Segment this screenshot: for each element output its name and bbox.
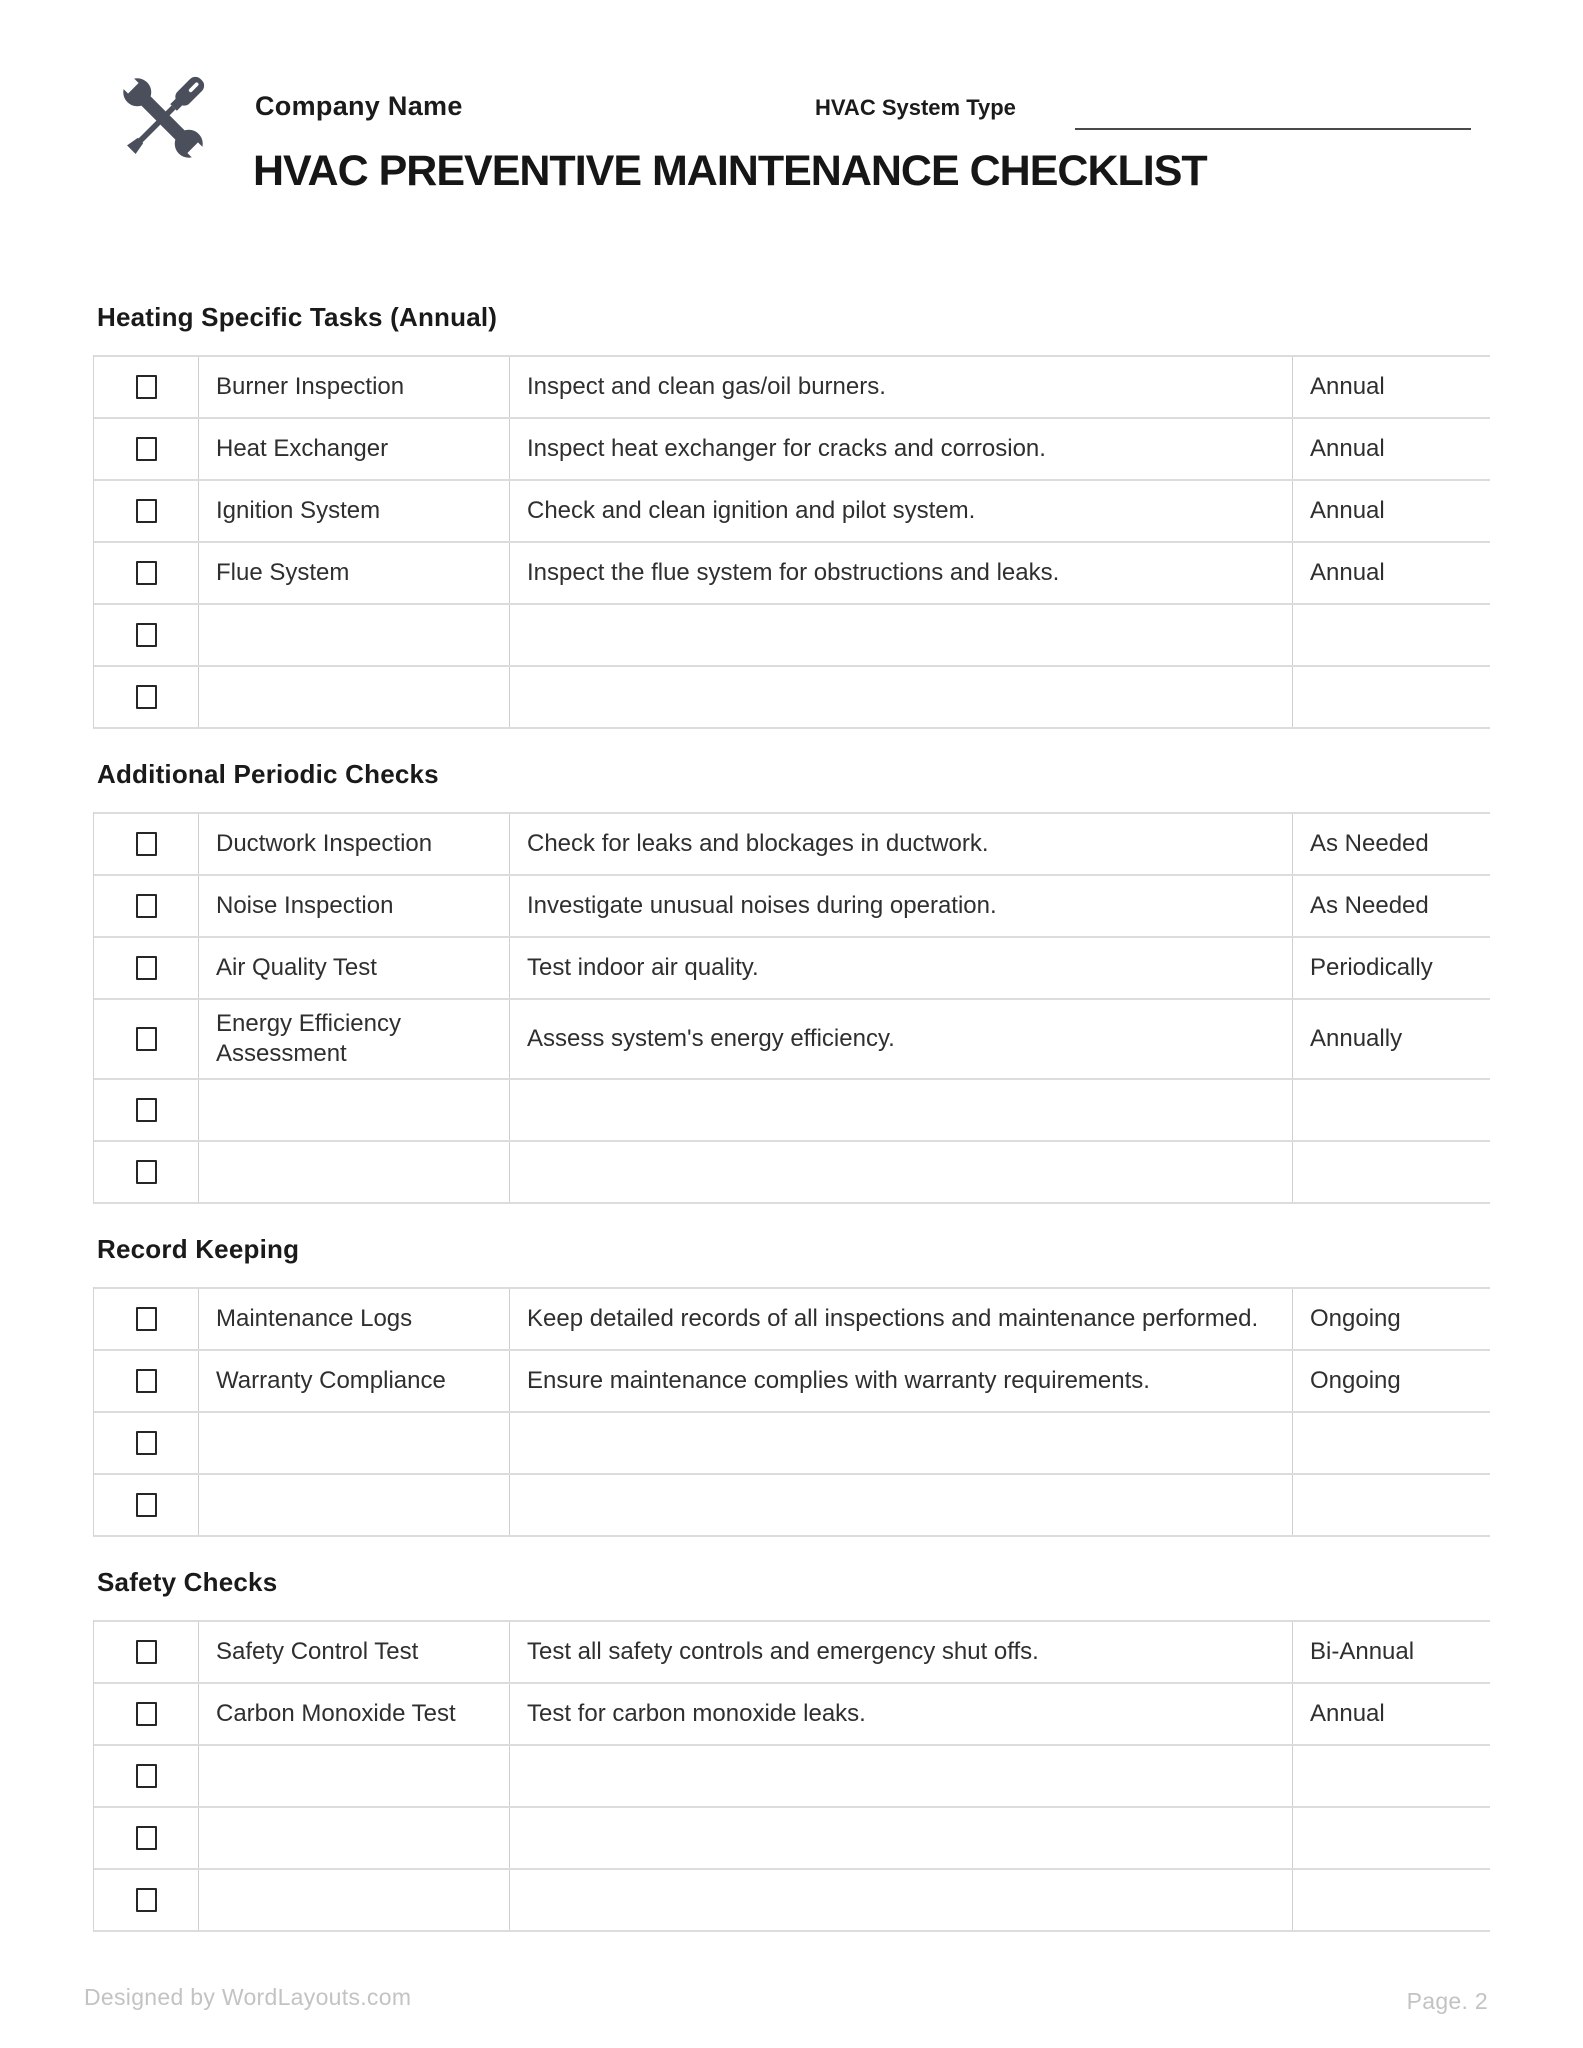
task-cell xyxy=(198,1870,509,1930)
task-checkbox[interactable] xyxy=(136,1160,157,1184)
frequency-cell xyxy=(1292,543,1491,603)
description-cell xyxy=(509,1080,1292,1140)
table-row xyxy=(94,355,1490,417)
description-cell xyxy=(509,357,1292,417)
task-text: Ignition System xyxy=(216,497,381,524)
description-text: Test all safety controls and emergency shut offs. xyxy=(527,1638,1039,1665)
checklist-sections xyxy=(93,302,1490,1932)
task-cell xyxy=(198,1475,509,1535)
checkbox-cell xyxy=(94,1000,198,1078)
task-cell xyxy=(198,876,509,936)
checkbox-cell xyxy=(94,1080,198,1140)
task-checkbox[interactable] xyxy=(136,1702,157,1726)
section-record-keeping xyxy=(93,1234,1490,1537)
section-additional-periodic-checks xyxy=(93,759,1490,1204)
checkbox-cell xyxy=(94,1684,198,1744)
checkbox-cell xyxy=(94,605,198,665)
checkbox-cell xyxy=(94,419,198,479)
task-cell xyxy=(198,1413,509,1473)
description-cell xyxy=(509,938,1292,998)
task-checkbox[interactable] xyxy=(136,956,157,980)
checkbox-cell xyxy=(94,1413,198,1473)
footer-page-number: Page. 2 xyxy=(1406,1988,1488,2014)
table-row xyxy=(94,936,1490,998)
description-text: Assess system's energy efficiency. xyxy=(527,1025,895,1052)
frequency-cell xyxy=(1292,814,1491,874)
description-cell xyxy=(509,1808,1292,1868)
table-row xyxy=(94,665,1490,727)
description-text: Inspect heat exchanger for cracks and corrosion. xyxy=(527,435,1046,462)
description-cell xyxy=(509,814,1292,874)
section-heading: Heating Specific Tasks (Annual) xyxy=(97,302,498,332)
description-cell xyxy=(509,1475,1292,1535)
description-text: Test for carbon monoxide leaks. xyxy=(527,1700,866,1727)
checklist-table xyxy=(93,355,1490,729)
task-cell xyxy=(198,1142,509,1202)
checkbox-cell xyxy=(94,1351,198,1411)
description-text: Inspect and clean gas/oil burners. xyxy=(527,373,886,400)
task-text: Noise Inspection xyxy=(216,892,394,919)
checkbox-cell xyxy=(94,1870,198,1930)
task-cell xyxy=(198,481,509,541)
description-cell xyxy=(509,1622,1292,1682)
description-text: Inspect the flue system for obstructions and leaks. xyxy=(527,559,1060,586)
description-text: Check for leaks and blockages in ductwork. xyxy=(527,830,989,857)
task-checkbox[interactable] xyxy=(136,1888,157,1912)
frequency-cell xyxy=(1292,876,1491,936)
checklist-table xyxy=(93,1620,1490,1932)
frequency-cell xyxy=(1292,1475,1491,1535)
checkbox-cell xyxy=(94,814,198,874)
frequency-cell xyxy=(1292,938,1491,998)
task-checkbox[interactable] xyxy=(136,499,157,523)
table-row xyxy=(94,1078,1490,1140)
frequency-cell xyxy=(1292,667,1491,727)
task-text: Safety Control Test xyxy=(216,1638,419,1665)
frequency-cell xyxy=(1292,1808,1491,1868)
task-text: Heat Exchanger xyxy=(216,435,389,462)
frequency-cell xyxy=(1292,1413,1491,1473)
frequency-text: Periodically xyxy=(1310,954,1433,981)
frequency-text: Ongoing xyxy=(1310,1367,1401,1394)
checkbox-cell xyxy=(94,667,198,727)
table-row xyxy=(94,1868,1490,1930)
checkbox-cell xyxy=(94,1808,198,1868)
description-cell xyxy=(509,1289,1292,1349)
frequency-cell xyxy=(1292,1000,1491,1078)
document-header xyxy=(93,55,1490,230)
table-row xyxy=(94,1682,1490,1744)
checkbox-cell xyxy=(94,876,198,936)
checklist-table xyxy=(93,1287,1490,1537)
section-heating-specific-tasks-annual xyxy=(93,302,1490,729)
wrench-screwdriver-icon xyxy=(107,55,219,181)
description-cell xyxy=(509,1684,1292,1744)
table-row xyxy=(94,479,1490,541)
table-row xyxy=(94,1140,1490,1202)
checkbox-cell xyxy=(94,1622,198,1682)
table-row xyxy=(94,603,1490,665)
description-cell xyxy=(509,481,1292,541)
task-cell xyxy=(198,605,509,665)
task-cell xyxy=(198,1622,509,1682)
description-cell xyxy=(509,667,1292,727)
frequency-cell xyxy=(1292,605,1491,665)
description-cell xyxy=(509,1142,1292,1202)
checkbox-cell xyxy=(94,543,198,603)
frequency-cell xyxy=(1292,481,1491,541)
description-cell xyxy=(509,605,1292,665)
task-checkbox[interactable] xyxy=(136,1369,157,1393)
task-text: Warranty Compliance xyxy=(216,1367,446,1394)
frequency-cell xyxy=(1292,1080,1491,1140)
task-checkbox[interactable] xyxy=(136,832,157,856)
task-text: Maintenance Logs xyxy=(216,1305,413,1332)
task-cell xyxy=(198,667,509,727)
checkbox-cell xyxy=(94,1746,198,1806)
frequency-text: Bi-Annual xyxy=(1310,1638,1415,1665)
task-cell xyxy=(198,1746,509,1806)
frequency-text: Annual xyxy=(1310,1700,1385,1727)
table-row xyxy=(94,874,1490,936)
frequency-cell xyxy=(1292,1142,1491,1202)
description-cell xyxy=(509,543,1292,603)
frequency-cell xyxy=(1292,1351,1491,1411)
task-checkbox[interactable] xyxy=(136,375,157,399)
task-cell xyxy=(198,357,509,417)
checkbox-cell xyxy=(94,1289,198,1349)
task-checkbox[interactable] xyxy=(136,1826,157,1850)
task-cell xyxy=(198,1289,509,1349)
task-checkbox[interactable] xyxy=(136,561,157,585)
frequency-cell xyxy=(1292,1289,1491,1349)
frequency-text: Annually xyxy=(1310,1025,1403,1052)
table-row xyxy=(94,1806,1490,1868)
section-heading: Record Keeping xyxy=(97,1234,300,1264)
section-heading: Safety Checks xyxy=(97,1567,278,1597)
description-text: Ensure maintenance complies with warranty requirements. xyxy=(527,1367,1150,1394)
task-checkbox[interactable] xyxy=(136,1493,157,1517)
task-checkbox[interactable] xyxy=(136,894,157,918)
frequency-text: Annual xyxy=(1310,373,1385,400)
task-checkbox[interactable] xyxy=(136,1098,157,1122)
task-checkbox[interactable] xyxy=(136,1431,157,1455)
description-text: Test indoor air quality. xyxy=(527,954,759,981)
description-cell xyxy=(509,1870,1292,1930)
frequency-cell xyxy=(1292,1870,1491,1930)
table-row xyxy=(94,812,1490,874)
description-text: Investigate unusual noises during operation. xyxy=(527,892,997,919)
description-text: Check and clean ignition and pilot system. xyxy=(527,497,976,524)
task-text: Ductwork Inspection xyxy=(216,830,433,857)
task-checkbox[interactable] xyxy=(136,1027,157,1051)
task-cell xyxy=(198,938,509,998)
task-cell xyxy=(198,419,509,479)
task-cell xyxy=(198,1080,509,1140)
frequency-cell xyxy=(1292,1622,1491,1682)
description-cell xyxy=(509,1000,1292,1078)
table-row xyxy=(94,417,1490,479)
description-text: Keep detailed records of all inspections and maintenance performed. xyxy=(527,1305,1259,1332)
section-heading: Additional Periodic Checks xyxy=(97,759,439,789)
task-checkbox[interactable] xyxy=(136,437,157,461)
checkbox-cell xyxy=(94,357,198,417)
frequency-text: As Needed xyxy=(1310,892,1429,919)
task-cell xyxy=(198,543,509,603)
task-checkbox[interactable] xyxy=(136,685,157,709)
task-cell xyxy=(198,1808,509,1868)
table-row xyxy=(94,1349,1490,1411)
system-type-input-line[interactable] xyxy=(1075,101,1471,130)
system-type-label: HVAC System Type xyxy=(815,95,1016,120)
table-row xyxy=(94,1287,1490,1349)
frequency-text: Ongoing xyxy=(1310,1305,1401,1332)
company-name: Company Name xyxy=(255,91,463,121)
task-checkbox[interactable] xyxy=(136,1764,157,1788)
task-text: Air Quality Test xyxy=(216,954,377,981)
table-row xyxy=(94,1411,1490,1473)
section-safety-checks xyxy=(93,1567,1490,1932)
checkbox-cell xyxy=(94,1142,198,1202)
description-cell xyxy=(509,1413,1292,1473)
task-text: Burner Inspection xyxy=(216,373,405,400)
task-text: Flue System xyxy=(216,559,350,586)
checkbox-cell xyxy=(94,938,198,998)
checkbox-cell xyxy=(94,1475,198,1535)
table-row xyxy=(94,1620,1490,1682)
task-cell xyxy=(198,1351,509,1411)
table-row xyxy=(94,541,1490,603)
frequency-cell xyxy=(1292,1684,1491,1744)
table-row xyxy=(94,1473,1490,1535)
task-text: Carbon Monoxide Test xyxy=(216,1700,456,1727)
task-text: Energy Efficiency Assessment xyxy=(216,1010,401,1067)
description-cell xyxy=(509,1351,1292,1411)
frequency-cell xyxy=(1292,1746,1491,1806)
description-cell xyxy=(509,419,1292,479)
table-row xyxy=(94,998,1490,1078)
task-checkbox[interactable] xyxy=(136,623,157,647)
frequency-cell xyxy=(1292,357,1491,417)
footer-credit: Designed by WordLayouts.com xyxy=(84,1984,412,2010)
task-checkbox[interactable] xyxy=(136,1640,157,1664)
table-row xyxy=(94,1744,1490,1806)
description-cell xyxy=(509,1746,1292,1806)
checklist-table xyxy=(93,812,1490,1204)
frequency-text: Annual xyxy=(1310,435,1385,462)
frequency-text: Annual xyxy=(1310,559,1385,586)
frequency-cell xyxy=(1292,419,1491,479)
task-cell xyxy=(198,814,509,874)
page-title: HVAC PREVENTIVE MAINTENANCE CHECKLIST xyxy=(253,147,1207,195)
frequency-text: As Needed xyxy=(1310,830,1429,857)
frequency-text: Annual xyxy=(1310,497,1385,524)
task-checkbox[interactable] xyxy=(136,1307,157,1331)
description-cell xyxy=(509,876,1292,936)
checkbox-cell xyxy=(94,481,198,541)
task-cell xyxy=(198,1684,509,1744)
task-cell xyxy=(198,1000,509,1078)
